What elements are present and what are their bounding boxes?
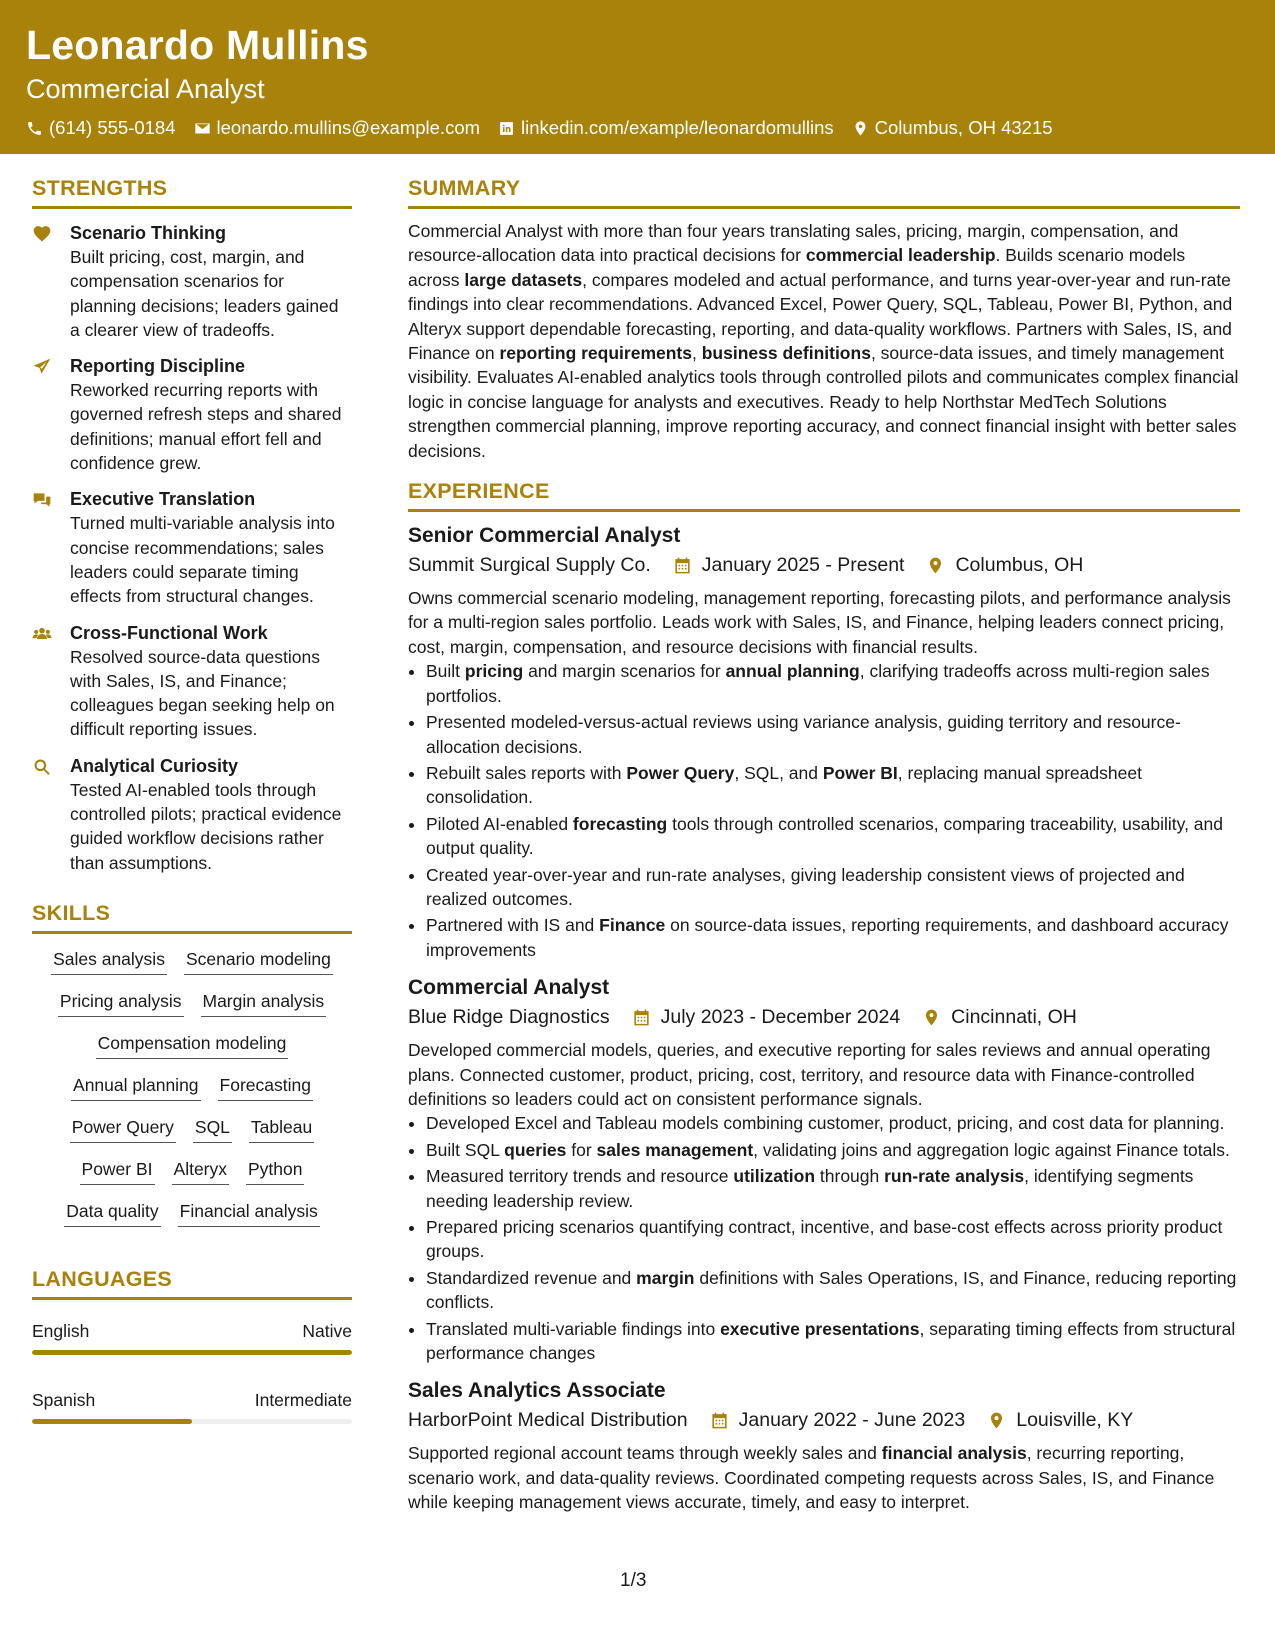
job-dates: July 2023 - December 2024 — [660, 1006, 901, 1029]
strength-desc: Tested AI-enabled tools through controlled pilots; practical evidence guided workflow decisions rather than assumptions. — [70, 779, 342, 873]
summary-heading: SUMMARY — [408, 176, 1240, 209]
skill-tag: Data quality — [64, 1200, 160, 1227]
job-location: Columbus, OH — [955, 554, 1084, 577]
left-column — [32, 176, 352, 1424]
contact-bar — [26, 117, 1053, 139]
strength-item — [32, 487, 352, 608]
calendar-icon — [710, 1411, 729, 1430]
strength-item — [32, 754, 352, 875]
skill-tag: Tableau — [249, 1116, 314, 1143]
right-column — [408, 176, 1240, 1527]
candidate-title: Commercial Analyst — [26, 74, 265, 104]
contact-location — [852, 117, 1053, 139]
skill-tag: Annual planning — [71, 1074, 201, 1101]
language-bar-fill — [32, 1419, 192, 1424]
comments-icon — [32, 490, 52, 510]
skills-list — [32, 944, 352, 1227]
languages-heading: LANGUAGES — [32, 1267, 352, 1300]
strength-desc: Resolved source-data questions with Sales, IS, and Finance; colleagues began seeking help on difficult reporting issues. — [70, 646, 335, 740]
skill-tag: Financial analysis — [178, 1200, 320, 1227]
language-item — [32, 1310, 352, 1355]
strength-desc: Built pricing, cost, margin, and compensation scenarios for planning decisions; leaders gained a clearer view of tradeoffs. — [70, 247, 339, 340]
job-location: Cincinnati, OH — [951, 1006, 1077, 1029]
map-pin-icon — [852, 120, 869, 137]
job-meta — [408, 550, 1240, 580]
skill-tag: Sales analysis — [51, 948, 167, 975]
language-bar — [32, 1419, 352, 1424]
job-company: Blue Ridge Diagnostics — [408, 1006, 610, 1029]
job-bullet: • Prepared pricing scenarios quantifying contract, incentive, and base-cost effects across priority product groups. — [426, 1215, 1240, 1264]
job-entry — [408, 974, 1240, 1365]
strength-title: Reporting Discipline — [70, 356, 246, 377]
contact-location-text: Columbus, OH 43215 — [874, 117, 1053, 138]
job-description: Supported regional account teams through weekly sales and financial analysis, recurring reporting, scenario work, and data-quality reviews. Coordinated competing requests across Sales, IS, and Finance while keeping management views accurate, timely, and easy to interpret. — [408, 1443, 1215, 1513]
contact-email[interactable] — [194, 117, 481, 139]
job-bullet: • Piloted AI-enabled forecasting tools through controlled scenarios, comparing traceability, usability, and output quality. — [426, 812, 1240, 861]
resume-header — [0, 0, 1275, 154]
contact-linkedin-text: linkedin.com/example/leonardomullins — [521, 117, 834, 138]
map-pin-icon — [926, 556, 945, 575]
skill-tag: Compensation modeling — [96, 1032, 289, 1059]
skill-tag: Forecasting — [218, 1074, 313, 1101]
skill-tag: Power Query — [70, 1116, 176, 1143]
language-item — [32, 1355, 352, 1424]
job-bullets — [426, 659, 1240, 962]
job-description: Developed commercial models, queries, and executive reporting for sales reviews and annual operating plans. Connected customer, product, pricing, cost, territory, and resource data with Finance-controlled definitions so leaders could act on consistent performance signals. — [408, 1040, 1211, 1109]
language-level: Native — [302, 1320, 352, 1341]
job-bullet: • Translated multi-variable findings into executive presentations, separating timing effects from structural performance changes — [426, 1317, 1240, 1366]
job-title: Senior Commercial Analyst — [408, 524, 681, 548]
job-company: Summit Surgical Supply Co. — [408, 554, 651, 577]
phone-icon — [26, 120, 43, 137]
job-bullet: • Developed Excel and Tableau models combining customer, product, pricing, and cost data for planning. — [426, 1111, 1240, 1135]
job-bullet: • Built SQL queries for sales management, validating joins and aggregation logic against Finance totals. — [426, 1138, 1240, 1162]
strengths-list — [32, 219, 352, 875]
page-indicator: 1/3 — [620, 1570, 647, 1591]
job-title: Sales Analytics Associate — [408, 1379, 666, 1403]
strength-desc: Turned multi-variable analysis into concise recommendations; sales leaders could separate timing effects from structural changes. — [70, 513, 335, 607]
skill-tag: Power BI — [80, 1158, 155, 1185]
job-meta — [408, 1002, 1240, 1032]
job-bullet: • Partnered with IS and Finance on source-data issues, reporting requirements, and dashboard accuracy improvements — [426, 913, 1240, 962]
strength-item — [32, 621, 352, 742]
experience-heading: EXPERIENCE — [408, 479, 1240, 512]
skill-tag: Margin analysis — [201, 990, 327, 1017]
job-description: Owns commercial scenario modeling, management reporting, forecasting pilots, and performance analysis for a multi-region sales portfolio. Leads work with Sales, IS, and Finance, helping leaders connect pricing, cost, margin, compensation, and resource decisions with financial results. — [408, 588, 1231, 657]
strength-title: Analytical Curiosity — [70, 755, 239, 776]
strength-title: Scenario Thinking — [70, 223, 227, 243]
job-entry — [408, 522, 1240, 962]
skill-tag: Alteryx — [172, 1158, 229, 1185]
strength-title: Executive Translation — [70, 489, 256, 510]
job-bullet: • Built pricing and margin scenarios for annual planning, clarifying tradeoffs across multi-region sales portfolios. — [426, 659, 1240, 708]
map-pin-icon — [987, 1411, 1006, 1430]
summary-text: Commercial Analyst with more than four years translating sales, pricing, margin, compensation, and resource-allocation data into practical decisions for commercial leadership. Builds scenario models across large datasets, compares modeled and actual performance, and turns year-over-year and run-rate findings into clear recommendations. Advanced Excel, Power Query, SQL, Tableau, Power BI, Python, and Alteryx support dependable forecasting, reporting, and data-quality workflows. Partners with Sales, IS, and Finance on reporting requirements, business definitions, source-data issues, and timely management visibility. Evaluates AI-enabled analytics tools through controlled pilots and communicates complex financial logic in concise language for analysts and executives. Ready to help Northstar MedTech Solutions strengthen commercial planning, improve reporting accuracy, and connect financial insight with better sales decisions. — [408, 221, 1239, 461]
job-company: HarborPoint Medical Distribution — [408, 1409, 688, 1432]
linkedin-icon — [498, 120, 515, 137]
skills-heading: SKILLS — [32, 901, 352, 934]
job-title: Commercial Analyst — [408, 976, 610, 1000]
contact-phone-text: (614) 555-0184 — [49, 117, 176, 138]
job-bullet: • Measured territory trends and resource utilization through run-rate analysis, identifying segments needing leadership review. — [426, 1164, 1240, 1213]
search-icon — [32, 757, 52, 777]
language-level: Intermediate — [254, 1389, 352, 1410]
job-location: Louisville, KY — [1016, 1409, 1134, 1432]
calendar-icon — [673, 556, 692, 575]
language-name: English — [32, 1320, 90, 1341]
skill-tag: Scenario modeling — [184, 948, 333, 975]
skill-tag: Pricing analysis — [58, 990, 184, 1017]
strengths-heading: STRENGTHS — [32, 176, 352, 209]
job-dates: January 2025 - Present — [701, 554, 905, 577]
contact-linkedin[interactable] — [498, 117, 834, 139]
heart-icon — [32, 224, 52, 244]
map-pin-icon — [922, 1008, 941, 1027]
job-meta — [408, 1405, 1240, 1435]
users-icon — [32, 624, 52, 644]
envelope-icon — [194, 120, 211, 137]
job-bullet: • Rebuilt sales reports with Power Query, SQL, and Power BI, replacing manual spreadsheet consolidation. — [426, 761, 1240, 810]
contact-phone[interactable] — [26, 117, 176, 139]
job-entry — [408, 1377, 1240, 1514]
skill-tag: Python — [246, 1158, 304, 1185]
job-dates: January 2022 - June 2023 — [738, 1409, 966, 1432]
strength-desc: Reworked recurring reports with governed refresh steps and shared definitions; manual effort fell and confidence grew. — [70, 380, 342, 474]
calendar-icon — [632, 1008, 651, 1027]
strength-item — [32, 221, 352, 342]
job-bullet: • Created year-over-year and run-rate analyses, giving leadership consistent views of projected and realized outcomes. — [426, 863, 1240, 912]
job-bullet: • Presented modeled-versus-actual reviews using variance analysis, guiding territory and resource-allocation decisions. — [426, 710, 1240, 759]
paper-plane-icon — [32, 357, 52, 377]
strength-item — [32, 354, 352, 475]
strength-title: Cross-Functional Work — [70, 622, 268, 643]
job-bullet: • Standardized revenue and margin definitions with Sales Operations, IS, and Finance, reducing reporting conflicts. — [426, 1266, 1240, 1315]
job-bullets — [426, 1111, 1240, 1365]
language-name: Spanish — [32, 1389, 96, 1410]
contact-email-text: leonardo.mullins@example.com — [216, 117, 481, 138]
skill-tag: SQL — [193, 1116, 232, 1143]
candidate-name: Leonardo Mullins — [26, 22, 369, 68]
